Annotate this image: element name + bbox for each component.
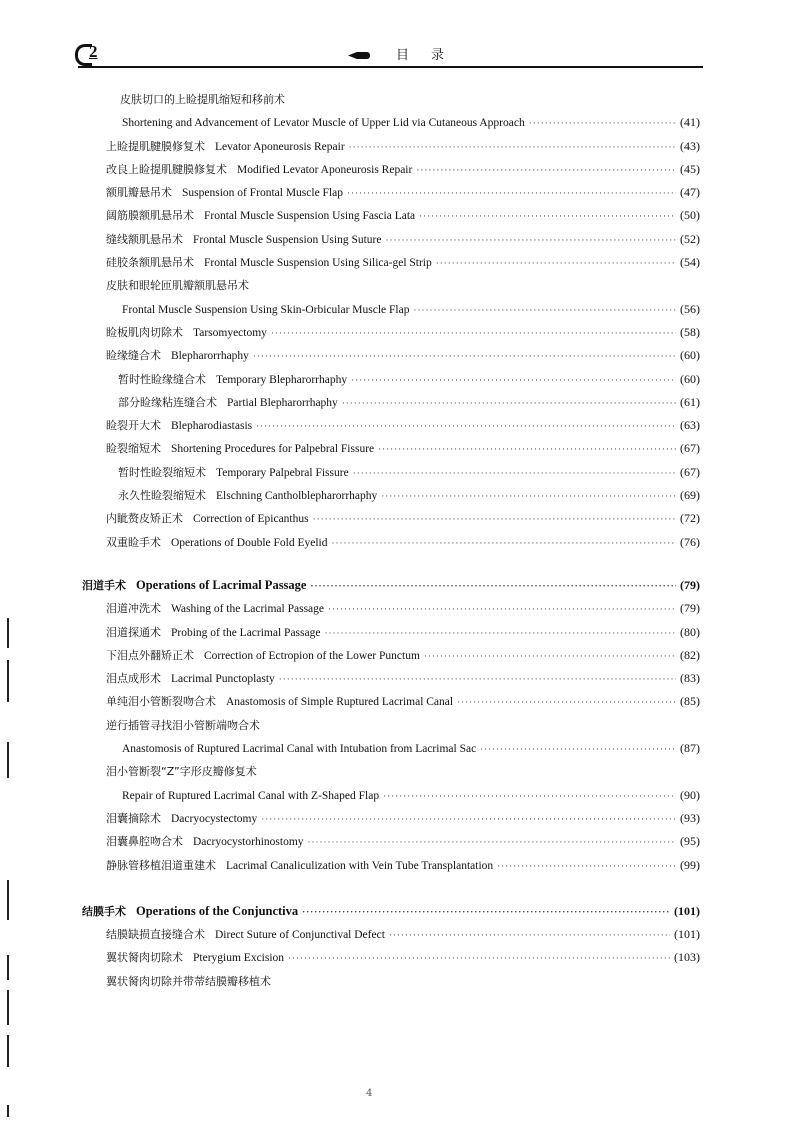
entry-title-en: Frontal Muscle Suspension Using Silica-gel Strip <box>204 257 432 270</box>
entry-page-number: (47) <box>680 185 700 200</box>
entry-title-zh: 额肌瓣悬吊术 <box>106 186 172 200</box>
arrow-ornament-icon <box>348 52 370 59</box>
entry-title-en: Dacryocystorhinostomy <box>193 836 304 849</box>
entry-page-number: (54) <box>680 255 700 270</box>
toc-section-heading <box>0 574 793 597</box>
toc-entry <box>0 667 793 690</box>
entry-page-number: (60) <box>680 371 700 386</box>
entry-title-zh: 睑缘缝合术 <box>106 349 161 363</box>
entry-title-en: Modified Levator Aponeurosis Repair <box>237 163 413 176</box>
toc-entry <box>0 830 793 853</box>
toc-entry <box>0 597 793 620</box>
entry-title-zh: 阔筋膜额肌悬吊术 <box>106 209 194 223</box>
entry-page-number: (61) <box>680 394 700 409</box>
dot-leader <box>436 252 676 275</box>
entry-page-number: (95) <box>680 834 700 849</box>
dot-leader <box>310 575 676 598</box>
dot-leader <box>342 392 676 415</box>
scan-artifact <box>7 990 9 1025</box>
dot-leader <box>324 622 676 645</box>
dot-leader <box>256 415 676 438</box>
dot-leader <box>349 136 676 159</box>
entry-title-zh: 皮肤和眼轮匝肌瓣额肌悬吊术 <box>106 279 249 293</box>
toc-entry <box>0 135 793 158</box>
entry-title-zh: 内眦赘皮矫正术 <box>106 512 183 526</box>
entry-title-zh: 泪囊鼻腔吻合术 <box>106 835 183 849</box>
entry-title-zh: 泪点成形术 <box>106 672 161 686</box>
entry-title-zh: 逆行插管寻找泪小管断端吻合术 <box>106 718 260 732</box>
dot-leader <box>381 485 676 508</box>
entry-title-zh: 永久性睑裂缩短术 <box>118 489 206 503</box>
entry-title-zh: 泪小管断裂“Z”字形皮瓣修复术 <box>106 765 257 779</box>
entry-page-number: (80) <box>680 624 700 639</box>
entry-page-number: (41) <box>680 115 700 130</box>
dot-leader <box>497 855 676 878</box>
entry-page-number: (93) <box>680 810 700 825</box>
entry-title-zh: 泪道冲洗术 <box>106 602 161 616</box>
dot-leader <box>457 691 676 714</box>
entry-title-en: Frontal Muscle Suspension Using Suture <box>193 233 382 246</box>
toc-entry <box>0 181 793 204</box>
entry-title-en: Suspension of Frontal Muscle Flap <box>182 187 343 200</box>
dot-leader <box>419 205 676 228</box>
toc-entry <box>0 204 793 227</box>
entry-title-en: Temporary Palpebral Fissure <box>216 466 349 479</box>
toc-entry <box>0 690 793 713</box>
scan-artifact <box>7 742 9 778</box>
entry-title-en: Frontal Muscle Suspension Using Skin-Orbicular Muscle Flap <box>122 303 410 316</box>
entry-title-en: Operations of the Conjunctiva <box>136 903 299 918</box>
toc-entry <box>0 321 793 344</box>
dot-leader <box>413 299 676 322</box>
dot-leader <box>328 598 676 621</box>
entry-page-number: (103) <box>674 950 700 965</box>
entry-title-zh: 上睑提肌腱膜修复术 <box>106 139 205 153</box>
entry-title-en: Anastomosis of Ruptured Lacrimal Canal with Intubation from Lacrimal Sac <box>122 743 477 756</box>
toc-entry <box>0 737 793 760</box>
toc-entry <box>0 251 793 274</box>
dot-leader <box>385 229 676 252</box>
entry-page-number: (99) <box>680 857 700 872</box>
entry-title-zh: 部分睑缘粘连缝合术 <box>118 395 217 409</box>
toc-entry <box>0 484 793 507</box>
entry-page-number: (85) <box>680 694 700 709</box>
toc-entry <box>0 461 793 484</box>
toc-entry <box>0 228 793 251</box>
entry-title-en: Probing of the Lacrimal Passage <box>171 626 321 639</box>
entry-title-en: Anastomosis of Simple Ruptured Lacrimal Canal <box>226 696 454 709</box>
entry-title-en: Temporary Blepharorrhaphy <box>216 373 348 386</box>
entry-title-zh: 睑裂开大术 <box>106 419 161 433</box>
dot-leader <box>288 947 670 970</box>
entry-title-en: Shortening Procedures for Palpebral Fissure <box>171 443 375 456</box>
dot-leader <box>253 345 676 368</box>
entry-title-en: Blepharorrhaphy <box>171 350 249 363</box>
entry-page-number: (43) <box>680 138 700 153</box>
dot-leader <box>271 322 676 345</box>
dot-leader <box>378 438 676 461</box>
entry-page-number: (63) <box>680 418 700 433</box>
entry-title-zh: 睑板肌肉切除术 <box>106 325 183 339</box>
entry-title-en: Correction of Epicanthus <box>193 513 309 526</box>
running-header <box>78 42 703 66</box>
entry-title-zh: 泪道探通术 <box>106 625 161 639</box>
entry-title-en: Direct Suture of Conjunctival Defect <box>215 929 385 942</box>
dot-leader <box>416 159 676 182</box>
entry-title-en: Lacrimal Canaliculization with Vein Tube Transplantation <box>226 859 494 872</box>
toc-entry <box>0 923 793 946</box>
entry-title-zh: 双重睑手术 <box>106 535 161 549</box>
toc-entry <box>0 854 793 877</box>
toc-entry <box>0 344 793 367</box>
entry-title-en: Operations of Double Fold Eyelid <box>171 536 328 549</box>
toc-entry <box>0 391 793 414</box>
entry-title-zh: 结膜缺损直接缝合术 <box>106 928 205 942</box>
entry-title-en: Correction of Ectropion of the Lower Punctum <box>204 649 420 662</box>
entry-page-number: (52) <box>680 231 700 246</box>
dot-leader <box>313 508 676 531</box>
entry-title-en: Lacrimal Punctoplasty <box>171 673 275 686</box>
footer-page-mark: 4 <box>366 1088 373 1099</box>
toc-entry <box>0 111 793 134</box>
entry-title-zh: 硅胶条额肌悬吊术 <box>106 256 194 270</box>
dot-leader <box>302 901 670 924</box>
entry-page-number: (60) <box>680 348 700 363</box>
entry-title-en: Pterygium Excision <box>193 952 285 965</box>
entry-title-en: Repair of Ruptured Lacrimal Canal with Z-Shaped Flap <box>122 789 380 802</box>
entry-title-zh: 皮肤切口的上睑提肌缩短和移前术 <box>120 93 285 106</box>
scan-artifact <box>7 1105 9 1117</box>
entry-page-number: (45) <box>680 161 700 176</box>
toc-entry <box>0 531 793 554</box>
entry-page-number: (50) <box>680 208 700 223</box>
entry-title-zh: 翼状胬肉切除并带蒂结膜瓣移植术 <box>106 974 271 988</box>
entry-page-number: (82) <box>680 647 700 662</box>
dot-leader <box>279 668 676 691</box>
toc-entry <box>0 644 793 667</box>
toc-entry <box>0 760 793 783</box>
toc-entry <box>0 946 793 969</box>
dot-leader <box>424 645 676 668</box>
toc-entry <box>0 414 793 437</box>
entry-title-en: Operations of Lacrimal Passage <box>136 577 307 592</box>
section-gap <box>0 877 793 900</box>
entry-page-number: (72) <box>680 511 700 526</box>
toc-entry <box>0 368 793 391</box>
toc-entry <box>0 298 793 321</box>
dot-leader <box>529 112 676 135</box>
toc-entry <box>0 88 793 111</box>
entry-title-zh: 睑裂缩短术 <box>106 442 161 456</box>
entry-page-number: (69) <box>680 488 700 503</box>
entry-page-number: (101) <box>674 903 700 918</box>
toc-entry <box>0 437 793 460</box>
scan-artifact <box>7 1035 9 1067</box>
entry-title-zh: 下泪点外翻矫正术 <box>106 648 194 662</box>
toc-entry <box>0 970 793 993</box>
toc-entry <box>0 621 793 644</box>
entry-title-en: Elschning Cantholblepharorrhaphy <box>216 490 378 503</box>
entry-title-zh: 单纯泪小管断裂吻合术 <box>106 695 216 709</box>
dot-leader <box>383 785 676 808</box>
scan-artifact <box>7 955 9 980</box>
dot-leader <box>353 462 676 485</box>
header-rule <box>78 66 703 68</box>
entry-page-number: (58) <box>680 324 700 339</box>
entry-title-en: Dacryocystectomy <box>171 812 258 825</box>
entry-page-number: (83) <box>680 671 700 686</box>
entry-title-zh: 结膜手术 <box>82 904 126 918</box>
entry-page-number: (76) <box>680 534 700 549</box>
entry-title-zh: 翼状胬肉切除术 <box>106 951 183 965</box>
dot-leader <box>332 532 676 555</box>
entry-page-number: (79) <box>680 577 700 592</box>
entry-title-en: Frontal Muscle Suspension Using Fascia Lata <box>204 210 416 223</box>
entry-title-en: Levator Aponeurosis Repair <box>215 140 345 153</box>
entry-title-en: Washing of the Lacrimal Passage <box>171 603 324 616</box>
entry-page-number: (79) <box>680 601 700 616</box>
dot-leader <box>347 182 676 205</box>
section-gap <box>0 554 793 574</box>
toc-entry <box>0 507 793 530</box>
toc-entry <box>0 274 793 297</box>
toc-entry <box>0 714 793 737</box>
scan-artifact <box>7 660 9 702</box>
page-number: 2 <box>78 42 98 62</box>
entry-page-number: (67) <box>680 441 700 456</box>
entry-page-number: (67) <box>680 464 700 479</box>
dot-leader <box>261 808 676 831</box>
entry-title-zh: 缝线额肌悬吊术 <box>106 232 183 246</box>
entry-title-zh: 泪囊摘除术 <box>106 811 161 825</box>
toc-entry <box>0 807 793 830</box>
toc-entry <box>0 158 793 181</box>
entry-title-zh: 暂时性睑缘缝合术 <box>118 372 206 386</box>
entry-page-number: (101) <box>674 927 700 942</box>
entry-title-zh: 泪道手术 <box>82 578 126 592</box>
toc-section-heading <box>0 900 793 923</box>
dot-leader <box>308 831 676 854</box>
dot-leader <box>389 924 670 947</box>
scan-artifact <box>7 880 9 920</box>
entry-title-en: Blepharodiastasis <box>171 420 253 433</box>
entry-page-number: (56) <box>680 301 700 316</box>
entry-page-number: (90) <box>680 787 700 802</box>
dot-leader <box>351 369 676 392</box>
entry-title-zh: 暂时性睑裂缩短术 <box>118 465 206 479</box>
entry-page-number: (87) <box>680 741 700 756</box>
header-title: 目录 <box>396 48 467 63</box>
dot-leader <box>480 738 676 761</box>
scan-artifact <box>7 618 9 648</box>
toc-entry <box>0 784 793 807</box>
entry-title-zh: 改良上睑提肌腱膜修复术 <box>106 162 227 176</box>
entry-title-zh: 静脉管移植泪道重建术 <box>106 858 216 872</box>
table-of-contents <box>0 88 793 993</box>
entry-title-en: Shortening and Advancement of Levator Muscle of Upper Lid via Cutaneous Approach <box>122 117 525 130</box>
entry-title-en: Partial Blepharorrhaphy <box>227 396 338 409</box>
entry-title-en: Tarsomyectomy <box>193 326 267 339</box>
